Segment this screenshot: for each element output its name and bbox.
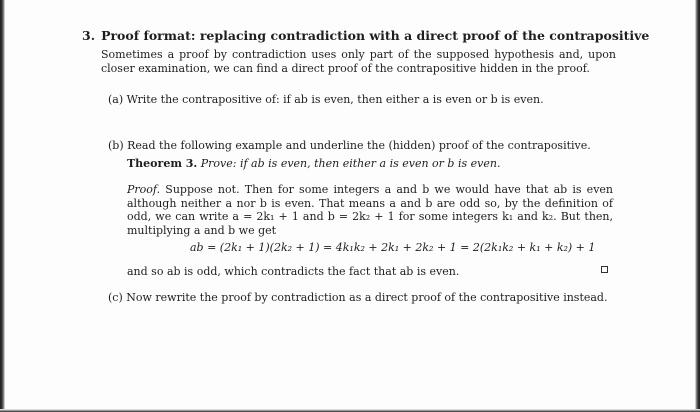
problem-title: Proof format: replacing contradiction with a direct proof of the contrapositive: [101, 28, 650, 43]
qed-square-icon: [601, 266, 608, 273]
proof-label: Proof.: [127, 183, 161, 196]
part-b: (b) Read the following example and underline the (hidden) proof of the contrapositive.: [108, 139, 591, 152]
proof-paragraph: [127, 183, 613, 237]
problem-number: 3.: [82, 28, 96, 43]
proof-text: Suppose not. Then for some integers a and b we would have that ab is even although neither a nor b is even. That means a and b are odd so, by the definition of odd, we can write a = 2k₁ + 1 and b = 2k₂ + 1 for some integers k₁ and k₂. But then, multiplying a and b we get: [127, 183, 614, 237]
problem-intro: Sometimes a proof by contradiction uses only part of the supposed hypothesis and, upon closer examination, we can find a direct proof of the contrapositive hidden in the proof.: [101, 48, 616, 75]
problem-heading: [82, 29, 649, 43]
theorem-label: Theorem 3.: [127, 157, 198, 170]
theorem: [127, 157, 500, 171]
proof-conclusion: and so ab is odd, which contradicts the fact that ab is even.: [127, 265, 460, 278]
part-c: (c) Now rewrite the proof by contradiction as a direct proof of the contrapositive instead.: [108, 291, 608, 304]
theorem-statement: Prove: if ab is even, then either a is even or b is even.: [200, 157, 501, 170]
part-a: (a) Write the contrapositive of: if ab is even, then either a is even or b is even.: [108, 93, 544, 106]
proof-equation: ab = (2k₁ + 1)(2k₂ + 1) = 4k₁k₂ + 2k₁ + 2k₂ + 1 = 2(2k₁k₂ + k₁ + k₂) + 1: [190, 241, 596, 254]
